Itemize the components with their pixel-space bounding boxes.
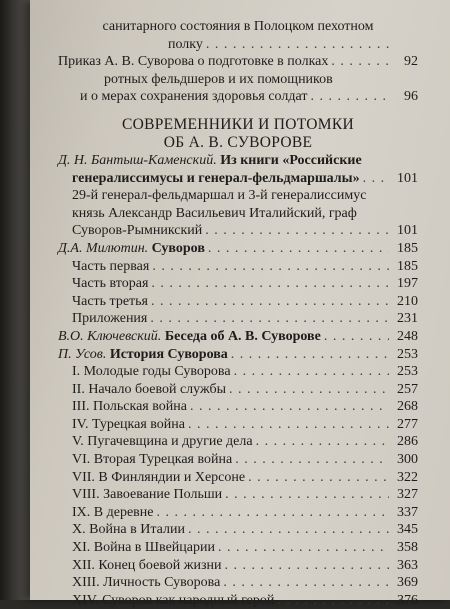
subentry-label: Приложения xyxy=(72,311,148,327)
page-number: 253 xyxy=(397,346,418,362)
page-number: 376 xyxy=(397,592,418,608)
page-number: 185 xyxy=(397,240,418,256)
entry-title: Суворов xyxy=(151,240,205,256)
dot-leader xyxy=(218,539,389,557)
page-number: 101 xyxy=(397,170,418,186)
page-number: 101 xyxy=(397,223,418,239)
toc-sub-bantysh-3 xyxy=(58,222,418,240)
toc-subentry xyxy=(58,416,418,434)
table-of-contents xyxy=(58,18,418,609)
book-page xyxy=(30,0,450,608)
dot-leader xyxy=(208,240,389,258)
section-title-line2: ОБ А. В. СУВОРОВЕ xyxy=(163,133,313,151)
page-number: 185 xyxy=(397,258,418,274)
toc-entry-order-line2 xyxy=(58,71,418,89)
page-number: 257 xyxy=(397,381,418,397)
dot-leader xyxy=(223,574,389,592)
subentry-label: II. Начало боевой службы xyxy=(72,381,226,397)
entry-title: Из книги «Российские xyxy=(220,152,362,168)
toc-subentry xyxy=(58,469,418,487)
subentry-label: VI. Вторая Турецкая война xyxy=(72,452,233,468)
page-number: 286 xyxy=(397,434,418,450)
toc-text: и о мерах сохранения здоровья солдат xyxy=(80,89,308,105)
dot-leader xyxy=(188,416,389,434)
subentry-label: XI. Война в Швейцарии xyxy=(72,540,215,556)
entry-author: Д.А. Милютин. xyxy=(58,240,149,256)
subentry-label: I. Молодые годы Суворова xyxy=(72,364,231,380)
dot-leader xyxy=(188,521,389,539)
toc-entry-usov xyxy=(58,346,418,364)
toc-subentry xyxy=(58,486,418,504)
dot-leader xyxy=(310,88,389,106)
entry-author: Д. Н. Бантыш-Каменский. xyxy=(58,152,217,168)
dot-leader xyxy=(152,258,389,276)
dot-leader xyxy=(324,328,389,346)
subentry-label: Часть вторая xyxy=(72,276,149,292)
dot-leader xyxy=(277,592,389,609)
dot-leader xyxy=(235,451,389,469)
page-number: 277 xyxy=(397,416,418,432)
subentry-label: Часть первая xyxy=(72,258,150,274)
dot-leader xyxy=(190,398,389,416)
page-number: 231 xyxy=(397,311,418,327)
page-number: 345 xyxy=(397,522,418,538)
page-number: 358 xyxy=(397,540,418,556)
page-number: 96 xyxy=(404,89,418,105)
dot-leader xyxy=(205,222,389,240)
dot-leader xyxy=(234,363,389,381)
page-number: 363 xyxy=(397,557,418,573)
entry-title: генералиссимусы и генерал-фельдмаршалы» xyxy=(72,170,360,186)
milyutin-parts-list xyxy=(58,258,418,328)
dot-leader xyxy=(363,170,389,188)
page-number: 253 xyxy=(397,364,418,380)
toc-text: ротных фельдшеров и их помощников xyxy=(104,71,333,87)
toc-entry-milyutin xyxy=(58,240,418,258)
page-number: 337 xyxy=(397,504,418,520)
toc-subentry xyxy=(58,451,418,469)
subentry-label: X. Война в Италии xyxy=(72,522,185,538)
page-number: 210 xyxy=(397,293,418,309)
subentry-label: XIII. Личность Суворова xyxy=(72,575,221,591)
dot-leader xyxy=(225,486,389,504)
toc-subentry xyxy=(58,363,418,381)
toc-sub-bantysh-2 xyxy=(58,205,418,223)
dot-leader xyxy=(151,293,389,311)
toc-text: санитарного состояния в Полоцком пехотном xyxy=(102,19,374,34)
dot-leader xyxy=(224,557,389,575)
toc-text: Приказ А. В. Суворова о подготовке в полках xyxy=(58,54,329,70)
subentry-label: Часть третья xyxy=(72,293,148,309)
dot-leader xyxy=(229,381,389,399)
subentry-label: IX. В деревне xyxy=(72,504,154,520)
toc-text: полку xyxy=(168,36,203,52)
toc-entry-bantysh-line2 xyxy=(58,170,418,188)
toc-subentry xyxy=(58,557,418,575)
dot-leader xyxy=(256,433,389,451)
page-number: 268 xyxy=(397,399,418,415)
section-heading xyxy=(58,116,418,152)
subentry-label: XII. Конец боевой жизни xyxy=(72,557,222,573)
subentry-label: XIV. Суворов как народный герой xyxy=(72,592,275,608)
subentry-label: IV. Турецкая война xyxy=(72,416,185,432)
toc-entry-klyuchevsky xyxy=(58,328,418,346)
toc-text: 29-й генерал-фельдмаршал и 3-й генералиссимус xyxy=(72,188,367,204)
entry-title: История Суворова xyxy=(109,346,228,362)
dot-leader xyxy=(231,346,389,364)
entry-author: П. Усов. xyxy=(58,346,107,362)
toc-entry-bantysh xyxy=(58,152,418,170)
entry-author: В.О. Ключевский. xyxy=(58,328,162,344)
toc-subentry xyxy=(58,433,418,451)
subentry-label: VII. В Финляндии и Херсоне xyxy=(72,469,246,485)
dot-leader xyxy=(206,36,389,54)
toc-subentry xyxy=(58,521,418,539)
toc-continued-line xyxy=(58,18,418,36)
toc-entry-order-line3 xyxy=(58,88,418,106)
toc-subentry xyxy=(58,258,418,276)
facing-page-edge xyxy=(32,0,60,600)
subentry-label: III. Польская война xyxy=(72,399,187,415)
toc-subentry xyxy=(58,504,418,522)
toc-subentry xyxy=(58,398,418,416)
page-number: 369 xyxy=(397,575,418,591)
dot-leader xyxy=(156,504,389,522)
page-number: 197 xyxy=(397,276,418,292)
toc-subentry xyxy=(58,275,418,293)
toc-sub-bantysh-1 xyxy=(58,187,418,205)
page-number: 322 xyxy=(397,469,418,485)
subentry-label: VIII. Завоевание Польши xyxy=(72,487,223,503)
page-number: 248 xyxy=(397,328,418,344)
toc-entry-order xyxy=(58,53,418,71)
dot-leader xyxy=(151,275,389,293)
entry-title: Беседа об А. В. Суворове xyxy=(164,328,321,344)
toc-subentry xyxy=(58,310,418,328)
dot-leader xyxy=(150,310,389,328)
page-number: 327 xyxy=(397,487,418,503)
section-title-line1: СОВРЕМЕННИКИ И ПОТОМКИ xyxy=(121,115,355,133)
page-number: 300 xyxy=(397,452,418,468)
page-number: 92 xyxy=(404,54,418,70)
toc-text: князь Александр Васильевич Италийский, граф xyxy=(72,205,357,221)
toc-subentry xyxy=(58,592,418,609)
toc-text: Суворов-Рымникский xyxy=(72,223,203,239)
toc-subentry xyxy=(58,293,418,311)
toc-subentry xyxy=(58,574,418,592)
dot-leader xyxy=(331,53,389,71)
dot-leader xyxy=(248,469,389,487)
toc-continued-line-end xyxy=(58,36,418,54)
usov-chapters-list xyxy=(58,363,418,609)
toc-subentry xyxy=(58,539,418,557)
toc-subentry xyxy=(58,381,418,399)
subentry-label: V. Пугачевщина и другие дела xyxy=(72,434,253,450)
